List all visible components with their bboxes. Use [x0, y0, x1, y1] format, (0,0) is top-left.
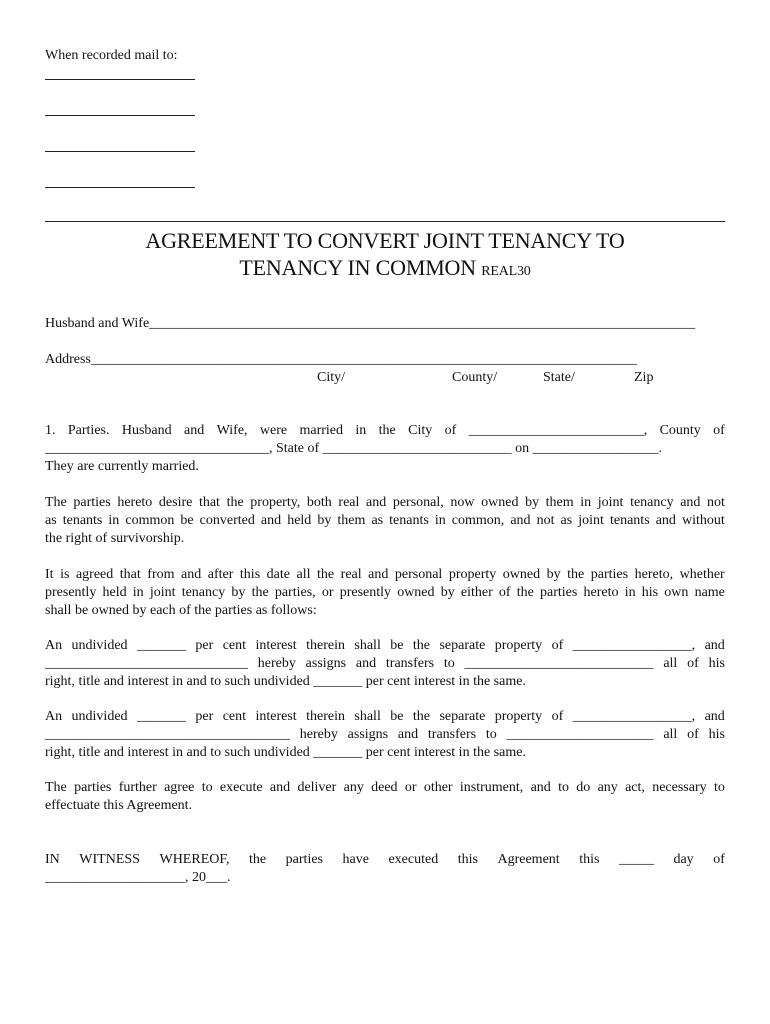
- interest-clause-2: [45, 708, 725, 762]
- interest2-line-3: right, title and interest in and to such undivided _______ per cent interest in the same.: [45, 745, 526, 760]
- word: them: [545, 495, 574, 510]
- word: tenancy: [181, 585, 226, 600]
- recorded-mail-label: When recorded mail to:: [45, 48, 178, 63]
- word: of: [713, 423, 725, 438]
- word: or: [404, 780, 417, 795]
- word: instrument,: [459, 780, 524, 795]
- header-divider: [45, 221, 725, 222]
- word: of: [498, 585, 511, 600]
- word: cent: [222, 709, 247, 724]
- word: the: [378, 423, 396, 438]
- parties-line-3: They are currently married.: [45, 459, 199, 474]
- word: hereby: [299, 727, 338, 742]
- word: and: [680, 495, 701, 510]
- word: of: [551, 638, 564, 653]
- word: property: [494, 709, 543, 724]
- word: them: [337, 513, 366, 528]
- word: transfers: [427, 727, 477, 742]
- word: property,: [250, 495, 301, 510]
- document-title-text: TENANCY IN COMMON: [239, 255, 476, 280]
- word: interest: [255, 709, 297, 724]
- word: to: [201, 780, 213, 795]
- section-parties: [45, 422, 725, 476]
- word: joint: [149, 585, 176, 600]
- word: separate: [439, 709, 486, 724]
- word: and: [704, 638, 725, 653]
- witness-line-1: [45, 851, 725, 869]
- interest1-line-2: [45, 655, 725, 673]
- word: the: [516, 585, 534, 600]
- word: assigns: [347, 727, 389, 742]
- word: without: [681, 513, 725, 528]
- word: his: [708, 656, 725, 671]
- word: act,: [625, 780, 645, 795]
- word: hereto: [117, 495, 153, 510]
- state-label: State/: [543, 370, 575, 385]
- word: as: [371, 513, 384, 528]
- word: by: [317, 513, 332, 528]
- word: as: [45, 513, 57, 528]
- word: agreed: [75, 567, 114, 582]
- word: the: [249, 852, 267, 867]
- word: desire: [158, 495, 193, 510]
- word: Husband: [121, 423, 172, 438]
- mail-address-line-1[interactable]: [45, 79, 195, 80]
- mail-address-line-3[interactable]: [45, 151, 195, 152]
- word: per: [195, 638, 214, 653]
- word: have: [342, 852, 369, 867]
- word: shall: [354, 709, 381, 724]
- word: and: [366, 495, 387, 510]
- word: hereto: [583, 585, 619, 600]
- word: converted: [199, 513, 255, 528]
- word: parties,: [274, 585, 316, 600]
- word: the: [251, 585, 269, 600]
- intent-line-1: [45, 494, 725, 512]
- address-label: Address: [45, 352, 91, 367]
- word: married: [299, 423, 344, 438]
- word: owned: [481, 495, 519, 510]
- word: therein: [306, 709, 345, 724]
- word: and: [260, 513, 282, 528]
- word: to: [485, 727, 497, 742]
- word: _________________________,: [468, 423, 648, 438]
- word: day: [673, 852, 694, 867]
- word: in: [434, 513, 446, 528]
- word: this: [457, 852, 478, 867]
- word: to: [443, 656, 455, 671]
- word: to: [558, 780, 569, 795]
- intent-line-3: the right of survivorship.: [45, 531, 185, 546]
- word: both: [306, 495, 332, 510]
- word: parties: [540, 585, 578, 600]
- word: his: [641, 585, 659, 600]
- word: personal: [394, 567, 443, 582]
- word: property: [494, 638, 543, 653]
- word: do: [576, 780, 591, 795]
- word: An: [45, 709, 63, 724]
- word: WHEREOF,: [159, 852, 230, 867]
- word: in: [624, 585, 636, 600]
- word: Parties.: [67, 423, 110, 438]
- word: therein: [306, 638, 345, 653]
- county-label: County/: [452, 370, 498, 385]
- word: common: [125, 513, 175, 528]
- word: that: [198, 495, 220, 510]
- word: and: [368, 567, 389, 582]
- word: undivided: [71, 709, 128, 724]
- word: per: [195, 709, 214, 724]
- agreed-line-3: shall be owned by each of the parties as follows:: [45, 603, 317, 618]
- word: by: [440, 585, 455, 600]
- zip-label: Zip: [634, 370, 654, 385]
- word: personal,: [392, 495, 444, 510]
- word: owned: [397, 585, 435, 600]
- word: The: [45, 780, 67, 795]
- word: _______: [136, 709, 186, 724]
- agreed-line-1: [45, 566, 725, 584]
- word: and: [397, 727, 419, 742]
- interest-clause-1: [45, 637, 725, 691]
- word: of: [713, 852, 725, 867]
- word: joint: [578, 513, 604, 528]
- word: to: [713, 780, 725, 795]
- word: owned: [502, 567, 541, 582]
- further-line-2: effectuate this Agreement.: [45, 798, 193, 813]
- word: IN: [45, 852, 60, 867]
- word: property: [448, 567, 497, 582]
- interest1-line-3: right, title and interest in and to such undivided _______ per cent interest in the same.: [45, 674, 526, 689]
- word: deed: [371, 780, 398, 795]
- word: _____: [618, 852, 654, 867]
- interest2-line-2: [45, 726, 725, 744]
- word: interest: [255, 638, 297, 653]
- word: of: [551, 709, 564, 724]
- parties-line-1: [45, 422, 725, 440]
- form-code: REAL30: [481, 264, 531, 279]
- word: held: [287, 513, 312, 528]
- word: his: [708, 727, 725, 742]
- word: of: [687, 727, 699, 742]
- word: and: [655, 513, 676, 528]
- word: hereto,: [634, 567, 674, 582]
- word: _________________,: [572, 638, 696, 653]
- word: tenants: [389, 513, 429, 528]
- word: City: [408, 423, 433, 438]
- word: name: [694, 585, 725, 600]
- word: own: [664, 585, 689, 600]
- address-blank[interactable]: ______________________________________________________________________________: [90, 352, 637, 367]
- word: executed: [388, 852, 439, 867]
- agreed-paragraph: [45, 566, 725, 620]
- word: tenancy: [630, 495, 674, 510]
- word: common,: [451, 513, 505, 528]
- word: as: [560, 513, 573, 528]
- word: the: [317, 567, 335, 582]
- word: transfers: [385, 656, 435, 671]
- word: _____________________: [506, 727, 654, 742]
- further-agreement-paragraph: [45, 779, 725, 815]
- word: Agreement: [497, 852, 560, 867]
- word: all: [663, 727, 678, 742]
- intent-line-2: [45, 512, 725, 530]
- parties-blank[interactable]: ______________________________________________________________________________: [149, 316, 696, 331]
- word: in: [580, 495, 592, 510]
- word: real: [340, 567, 362, 582]
- word: date: [266, 567, 290, 582]
- intent-paragraph: [45, 494, 725, 548]
- word: tenants: [62, 513, 103, 528]
- word: after: [207, 567, 234, 582]
- word: parties: [590, 567, 629, 582]
- word: in: [108, 513, 120, 528]
- word: and: [355, 656, 377, 671]
- document-title-line-1: AGREEMENT TO CONVERT JOINT TENANCY TO: [145, 228, 625, 253]
- word: this: [579, 852, 600, 867]
- word: It: [45, 567, 54, 582]
- word: were: [259, 423, 288, 438]
- word: not: [707, 495, 725, 510]
- word: and: [510, 513, 531, 528]
- word: WITNESS: [79, 852, 140, 867]
- word: is: [60, 567, 70, 582]
- word: presently: [45, 585, 97, 600]
- word: all: [663, 656, 678, 671]
- word: _________________,: [572, 709, 696, 724]
- word: other: [423, 780, 453, 795]
- witness-line-2: ____________________, 20___.: [45, 870, 231, 885]
- word: and: [181, 567, 202, 582]
- word: ___________________________: [464, 656, 654, 671]
- word: and: [184, 423, 205, 438]
- word: any: [597, 780, 618, 795]
- word: joint: [597, 495, 624, 510]
- parties-line-2: ________________________________, State of ___________________________ on __________________.: [45, 441, 663, 456]
- word: now: [450, 495, 475, 510]
- word: held: [102, 585, 127, 600]
- word: Wife,: [216, 423, 248, 438]
- address-field: [45, 351, 723, 369]
- word: cent: [222, 638, 247, 653]
- word: all: [296, 567, 311, 582]
- word: real: [338, 495, 360, 510]
- word: tenants: [609, 513, 650, 528]
- word: that: [119, 567, 141, 582]
- word: separate: [439, 638, 486, 653]
- agreed-line-2: [45, 584, 725, 602]
- word: shall: [354, 638, 381, 653]
- document-title-line-2: [0, 254, 770, 285]
- word: or: [321, 585, 334, 600]
- word: and: [704, 709, 725, 724]
- word: _______: [136, 638, 186, 653]
- city-label: City/: [317, 370, 346, 385]
- interest2-line-1: [45, 708, 725, 726]
- further-line-1: [45, 779, 725, 797]
- word: from: [147, 567, 175, 582]
- word: not: [536, 513, 555, 528]
- word: parties: [285, 852, 323, 867]
- parties-field: [45, 315, 725, 333]
- word: by: [231, 585, 246, 600]
- word: execute: [219, 780, 263, 795]
- mail-address-line-4[interactable]: [45, 187, 195, 188]
- word: by: [525, 495, 540, 510]
- mail-address-line-2[interactable]: [45, 115, 195, 116]
- word: either: [460, 585, 493, 600]
- word: 1.: [45, 423, 56, 438]
- word: whether: [679, 567, 725, 582]
- word: be: [180, 513, 194, 528]
- word: presently: [339, 585, 392, 600]
- word: any: [343, 780, 364, 795]
- word: be: [390, 638, 404, 653]
- word: this: [239, 567, 261, 582]
- word: of: [687, 656, 699, 671]
- word: and: [269, 780, 291, 795]
- word: in: [132, 585, 144, 600]
- word: and: [530, 780, 551, 795]
- word: County: [659, 423, 701, 438]
- interest1-line-1: [45, 637, 725, 655]
- word: An: [45, 638, 63, 653]
- word: by: [546, 567, 561, 582]
- word: _____________________________: [45, 656, 248, 671]
- word: necessary: [652, 780, 707, 795]
- word: parties: [74, 780, 112, 795]
- word: deliver: [297, 780, 337, 795]
- word: the: [412, 709, 431, 724]
- word: the: [412, 638, 431, 653]
- word: ___________________________________: [45, 727, 290, 742]
- word: parties: [73, 495, 111, 510]
- witness-clause: [45, 851, 725, 887]
- word: hereby: [257, 656, 296, 671]
- word: further: [118, 780, 157, 795]
- word: be: [390, 709, 404, 724]
- word: assigns: [305, 656, 347, 671]
- word: the: [226, 495, 244, 510]
- word: of: [444, 423, 457, 438]
- word: The: [45, 495, 67, 510]
- word: undivided: [71, 638, 128, 653]
- word: in: [355, 423, 367, 438]
- word: agree: [164, 780, 195, 795]
- word: the: [567, 567, 585, 582]
- parties-label: Husband and Wife: [45, 316, 150, 331]
